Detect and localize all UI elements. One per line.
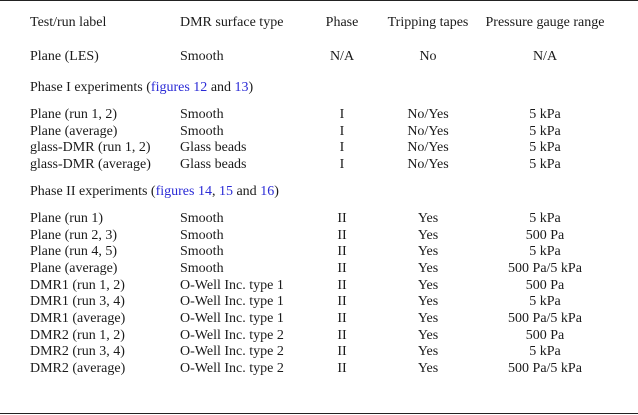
cell-surface: O-Well Inc. type 1 (180, 294, 284, 310)
phase-2-suffix: ) (274, 184, 279, 200)
cell-phase: I (339, 157, 345, 173)
cell-phase: I (339, 123, 345, 139)
phase-1-heading-row (0, 68, 606, 107)
phase-2-sep1: , (211, 184, 219, 200)
table-bottom-rule (0, 413, 638, 414)
cell-tripping: Yes (417, 210, 439, 226)
cell-phase: II (337, 361, 347, 377)
cell-pressure: 500 Pa/5 kPa (508, 361, 582, 377)
cell-tripping: No/Yes (407, 140, 449, 156)
cell-surface: Smooth (180, 123, 224, 139)
table-row (0, 261, 606, 278)
cell-surface: O-Well Inc. type 2 (180, 327, 284, 343)
table-row (0, 124, 606, 141)
table-row (0, 46, 606, 68)
cell-pressure: N/A (532, 49, 558, 64)
cell-phase: N/A (329, 49, 355, 64)
cell-label: DMR2 (average) (30, 361, 126, 377)
cell-pressure: 500 Pa/5 kPa (508, 311, 582, 327)
cell-pressure: 500 Pa (525, 227, 565, 243)
link-figure-13[interactable]: 13 (234, 79, 249, 95)
cell-surface: Glass beads (180, 140, 247, 156)
cell-label: glass-DMR (run 1, 2) (30, 140, 151, 156)
link-figure-14[interactable]: figures 14 (155, 184, 212, 200)
table-row (0, 228, 606, 245)
cell-pressure: 5 kPa (529, 294, 561, 310)
cell-phase: II (337, 327, 347, 343)
header-dmr-surface-type: DMR surface type (180, 15, 284, 30)
phase-1-suffix: ) (248, 79, 254, 95)
cell-surface: Glass beads (180, 157, 247, 173)
cell-label: Plane (average) (30, 123, 118, 139)
table-row (0, 344, 606, 361)
cell-tripping: Yes (417, 227, 439, 243)
cell-label: DMR1 (run 1, 2) (30, 277, 125, 293)
table-row (0, 361, 606, 378)
cell-phase: II (337, 210, 347, 226)
cell-phase: II (337, 294, 347, 310)
cell-tripping: No/Yes (407, 157, 449, 173)
cell-tripping: Yes (417, 327, 439, 343)
cell-tripping: No/Yes (407, 123, 449, 139)
phase-1-heading (0, 68, 606, 107)
cell-label: glass-DMR (average) (30, 157, 151, 173)
phase-2-sep2: and (232, 184, 261, 200)
cell-phase: II (337, 344, 347, 360)
cell-label: Plane (run 2, 3) (30, 227, 118, 243)
cell-phase: II (337, 260, 347, 276)
cell-label: Plane (run 1, 2) (30, 107, 118, 122)
table-row (0, 278, 606, 295)
cell-pressure: 5 kPa (529, 140, 561, 156)
cell-surface: Smooth (180, 227, 224, 243)
header-phase: Phase (325, 15, 359, 30)
link-figure-15[interactable]: 15 (218, 184, 233, 200)
cell-tripping: Yes (417, 277, 439, 293)
cell-tripping: Yes (417, 361, 439, 377)
table-row (0, 328, 606, 345)
cell-pressure: 5 kPa (529, 344, 561, 360)
link-figure-16[interactable]: 16 (260, 184, 275, 200)
cell-surface: Smooth (180, 107, 224, 122)
cell-tripping: Yes (417, 294, 439, 310)
header-test-run-label: Test/run label (30, 15, 107, 30)
cell-tripping: Yes (417, 260, 439, 276)
phase-2-heading-row (0, 174, 606, 211)
cell-label: Plane (run 4, 5) (30, 244, 118, 260)
table-row (0, 211, 606, 228)
table-row (0, 107, 606, 124)
cell-pressure: 500 Pa/5 kPa (508, 260, 582, 276)
cell-tripping: No/Yes (407, 107, 449, 122)
cell-surface: Smooth (180, 244, 224, 260)
cell-label: DMR1 (run 3, 4) (30, 294, 125, 310)
cell-label: Plane (LES) (30, 49, 99, 64)
table-header-row (0, 0, 606, 46)
cell-surface: O-Well Inc. type 2 (180, 344, 284, 360)
cell-label: DMR2 (run 1, 2) (30, 327, 125, 343)
cell-surface: O-Well Inc. type 1 (180, 311, 284, 327)
cell-label: Plane (run 1) (30, 210, 104, 226)
cell-tripping: Yes (417, 344, 439, 360)
header-pressure-gauge-range: Pressure gauge range (485, 15, 605, 30)
cell-surface: Smooth (180, 260, 224, 276)
table-row (0, 294, 606, 311)
cell-pressure: 5 kPa (529, 107, 561, 122)
phase-1-prefix: Phase I experiments ( (30, 79, 151, 95)
cell-pressure: 5 kPa (529, 157, 561, 173)
cell-pressure: 500 Pa (525, 327, 565, 343)
cell-label: DMR2 (run 3, 4) (30, 344, 125, 360)
cell-phase: II (337, 244, 347, 260)
cell-label: DMR1 (average) (30, 311, 126, 327)
cell-surface: O-Well Inc. type 2 (180, 361, 284, 377)
cell-phase: I (339, 107, 345, 122)
cell-pressure: 500 Pa (525, 277, 565, 293)
header-tripping-tapes: Tripping tapes (387, 15, 469, 30)
cell-pressure: 5 kPa (529, 244, 561, 260)
cell-tripping: Yes (417, 244, 439, 260)
table-row (0, 140, 606, 157)
cell-tripping: Yes (417, 311, 439, 327)
table-row (0, 157, 606, 174)
link-figure-12[interactable]: figures 12 (150, 79, 208, 95)
cell-pressure: 5 kPa (529, 210, 561, 226)
cell-surface: Smooth (180, 49, 224, 64)
cell-phase: II (337, 277, 347, 293)
phase-1-sep: and (207, 79, 235, 95)
phase-2-prefix: Phase II experiments ( (30, 184, 156, 200)
cell-surface: Smooth (180, 210, 224, 226)
cell-phase: II (337, 227, 347, 243)
cell-pressure: 5 kPa (529, 123, 561, 139)
table-row (0, 311, 606, 328)
cell-phase: II (337, 311, 347, 327)
cell-phase: I (339, 140, 345, 156)
cell-label: Plane (average) (30, 260, 118, 276)
cell-tripping: No (419, 49, 437, 64)
cell-surface: O-Well Inc. type 1 (180, 277, 284, 293)
table-row (0, 244, 606, 261)
phase-2-heading (0, 174, 606, 211)
